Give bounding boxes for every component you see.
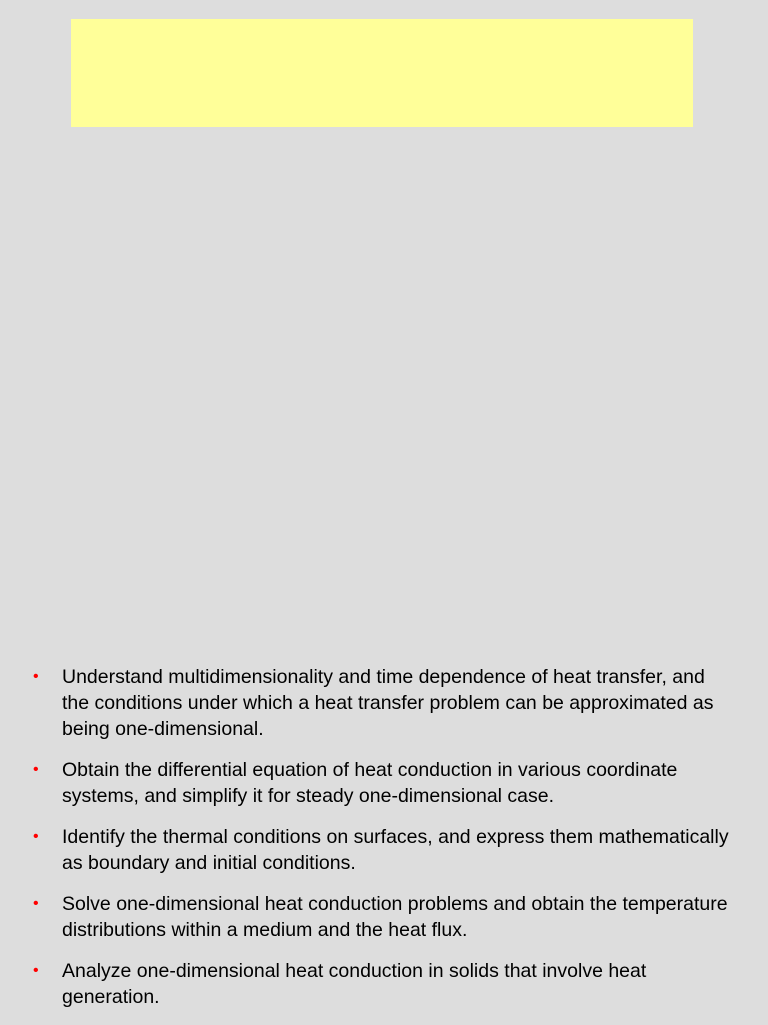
list-item <box>0 824 768 876</box>
objectives-list <box>0 664 768 1025</box>
bullet-icon: • <box>33 668 39 685</box>
bullet-icon: • <box>33 828 39 845</box>
bullet-text: Analyze one-dimensional heat conduction in solids that involve heat generation. <box>62 960 647 1008</box>
bullet-text: Solve one-dimensional heat conduction problems and obtain the temperature distributions within a medium and the heat flux. <box>62 893 728 941</box>
bullet-text: Identify the thermal conditions on surfaces, and express them mathematically as boundary and initial conditions. <box>62 826 729 874</box>
bullet-text: Obtain the differential equation of heat conduction in various coordinate systems, and simplify it for steady one-dimensional case. <box>62 759 678 807</box>
bullet-icon: • <box>33 761 39 778</box>
title-box <box>71 19 693 127</box>
list-item <box>0 891 768 943</box>
bullet-icon: • <box>33 895 39 912</box>
list-item <box>0 757 768 809</box>
bullet-icon: • <box>33 962 39 979</box>
list-item <box>0 664 768 742</box>
bullet-text: Understand multidimensionality and time dependence of heat transfer, and the conditions under which a heat transfer problem can be approximated as being one-dimensional. <box>62 666 714 740</box>
list-item <box>0 958 768 1010</box>
